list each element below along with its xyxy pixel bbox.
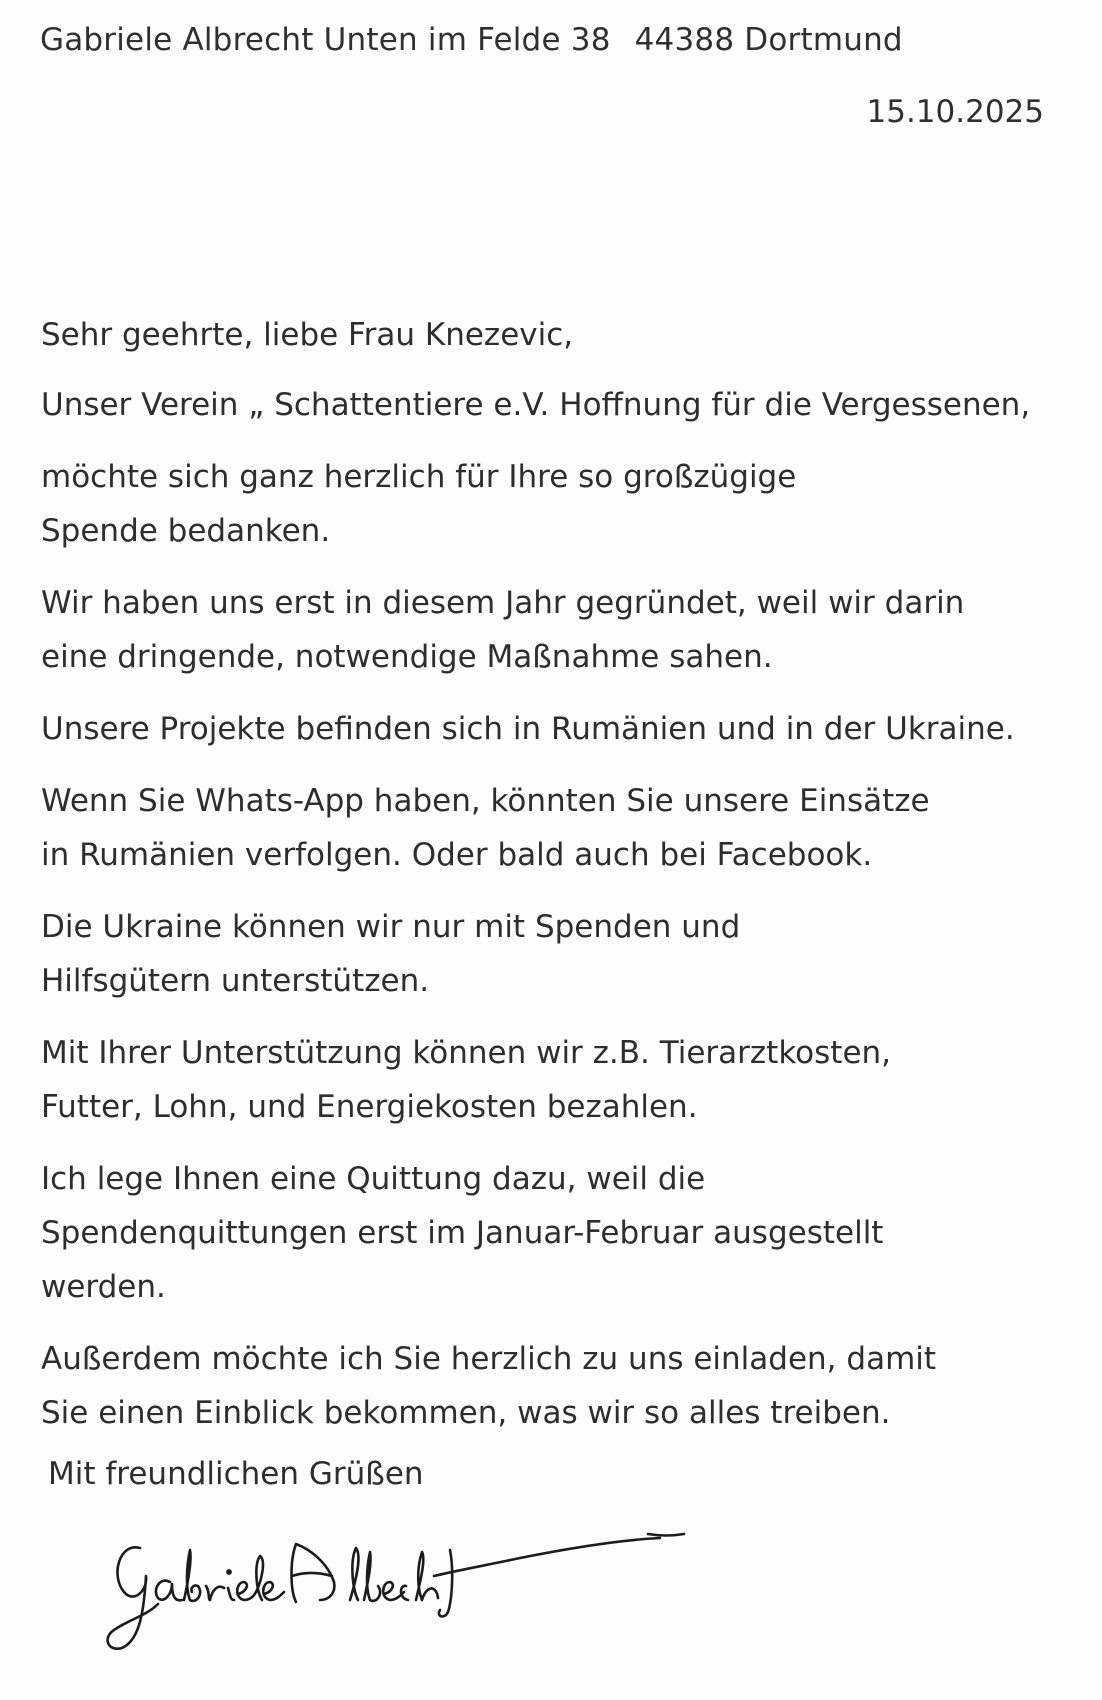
sender-address bbox=[40, 22, 903, 58]
sender-name: Gabriele Albrecht bbox=[40, 22, 314, 58]
letter-date: 15.10.2025 bbox=[866, 94, 1044, 130]
paragraph-5: Wenn Sie Whats-App haben, könnten Sie unsere Einsätze in Rumänien verfolgen. Oder bald auch bei Facebook. bbox=[41, 783, 930, 873]
paragraph-2: möchte sich ganz herzlich für Ihre so großzügige Spende bedanken. bbox=[41, 459, 797, 549]
letter-body bbox=[41, 308, 1061, 1458]
salutation: Sehr geehrte, liebe Frau Knezevic, bbox=[41, 317, 574, 353]
signature-text: Gabriele Albrecht bbox=[100, 1520, 109, 1521]
paragraph-1: Unser Verein „ Schattentiere e.V. Hoffnung für die Vergessenen, bbox=[41, 387, 1031, 423]
paragraph-6: Die Ukraine können wir nur mit Spenden und Hilfsgütern unterstützen. bbox=[41, 909, 741, 999]
sender-city: 44388 Dortmund bbox=[634, 22, 903, 58]
handwritten-signature bbox=[100, 1520, 700, 1670]
closing: Mit freundlichen Grüßen bbox=[48, 1456, 424, 1492]
paragraph-4: Unsere Projekte befinden sich in Rumänien und in der Ukraine. bbox=[41, 711, 1015, 747]
paragraph-9: Außerdem möchte ich Sie herzlich zu uns einladen, damit Sie einen Einblick bekommen, was wir so alles treiben. bbox=[41, 1341, 937, 1431]
paragraph-7: Mit Ihrer Unterstützung können wir z.B. Tierarztkosten, Futter, Lohn, und Energiekosten bezahlen. bbox=[41, 1035, 892, 1125]
paragraph-3: Wir haben uns erst in diesem Jahr gegründet, weil wir darin eine dringende, notwendige Maßnahme sahen. bbox=[41, 585, 965, 675]
sender-street: Unten im Felde 38 bbox=[323, 22, 611, 58]
paragraph-8: Ich lege Ihnen eine Quittung dazu, weil die Spendenquittungen erst im Januar-Februar ausgestellt werden. bbox=[41, 1161, 884, 1305]
